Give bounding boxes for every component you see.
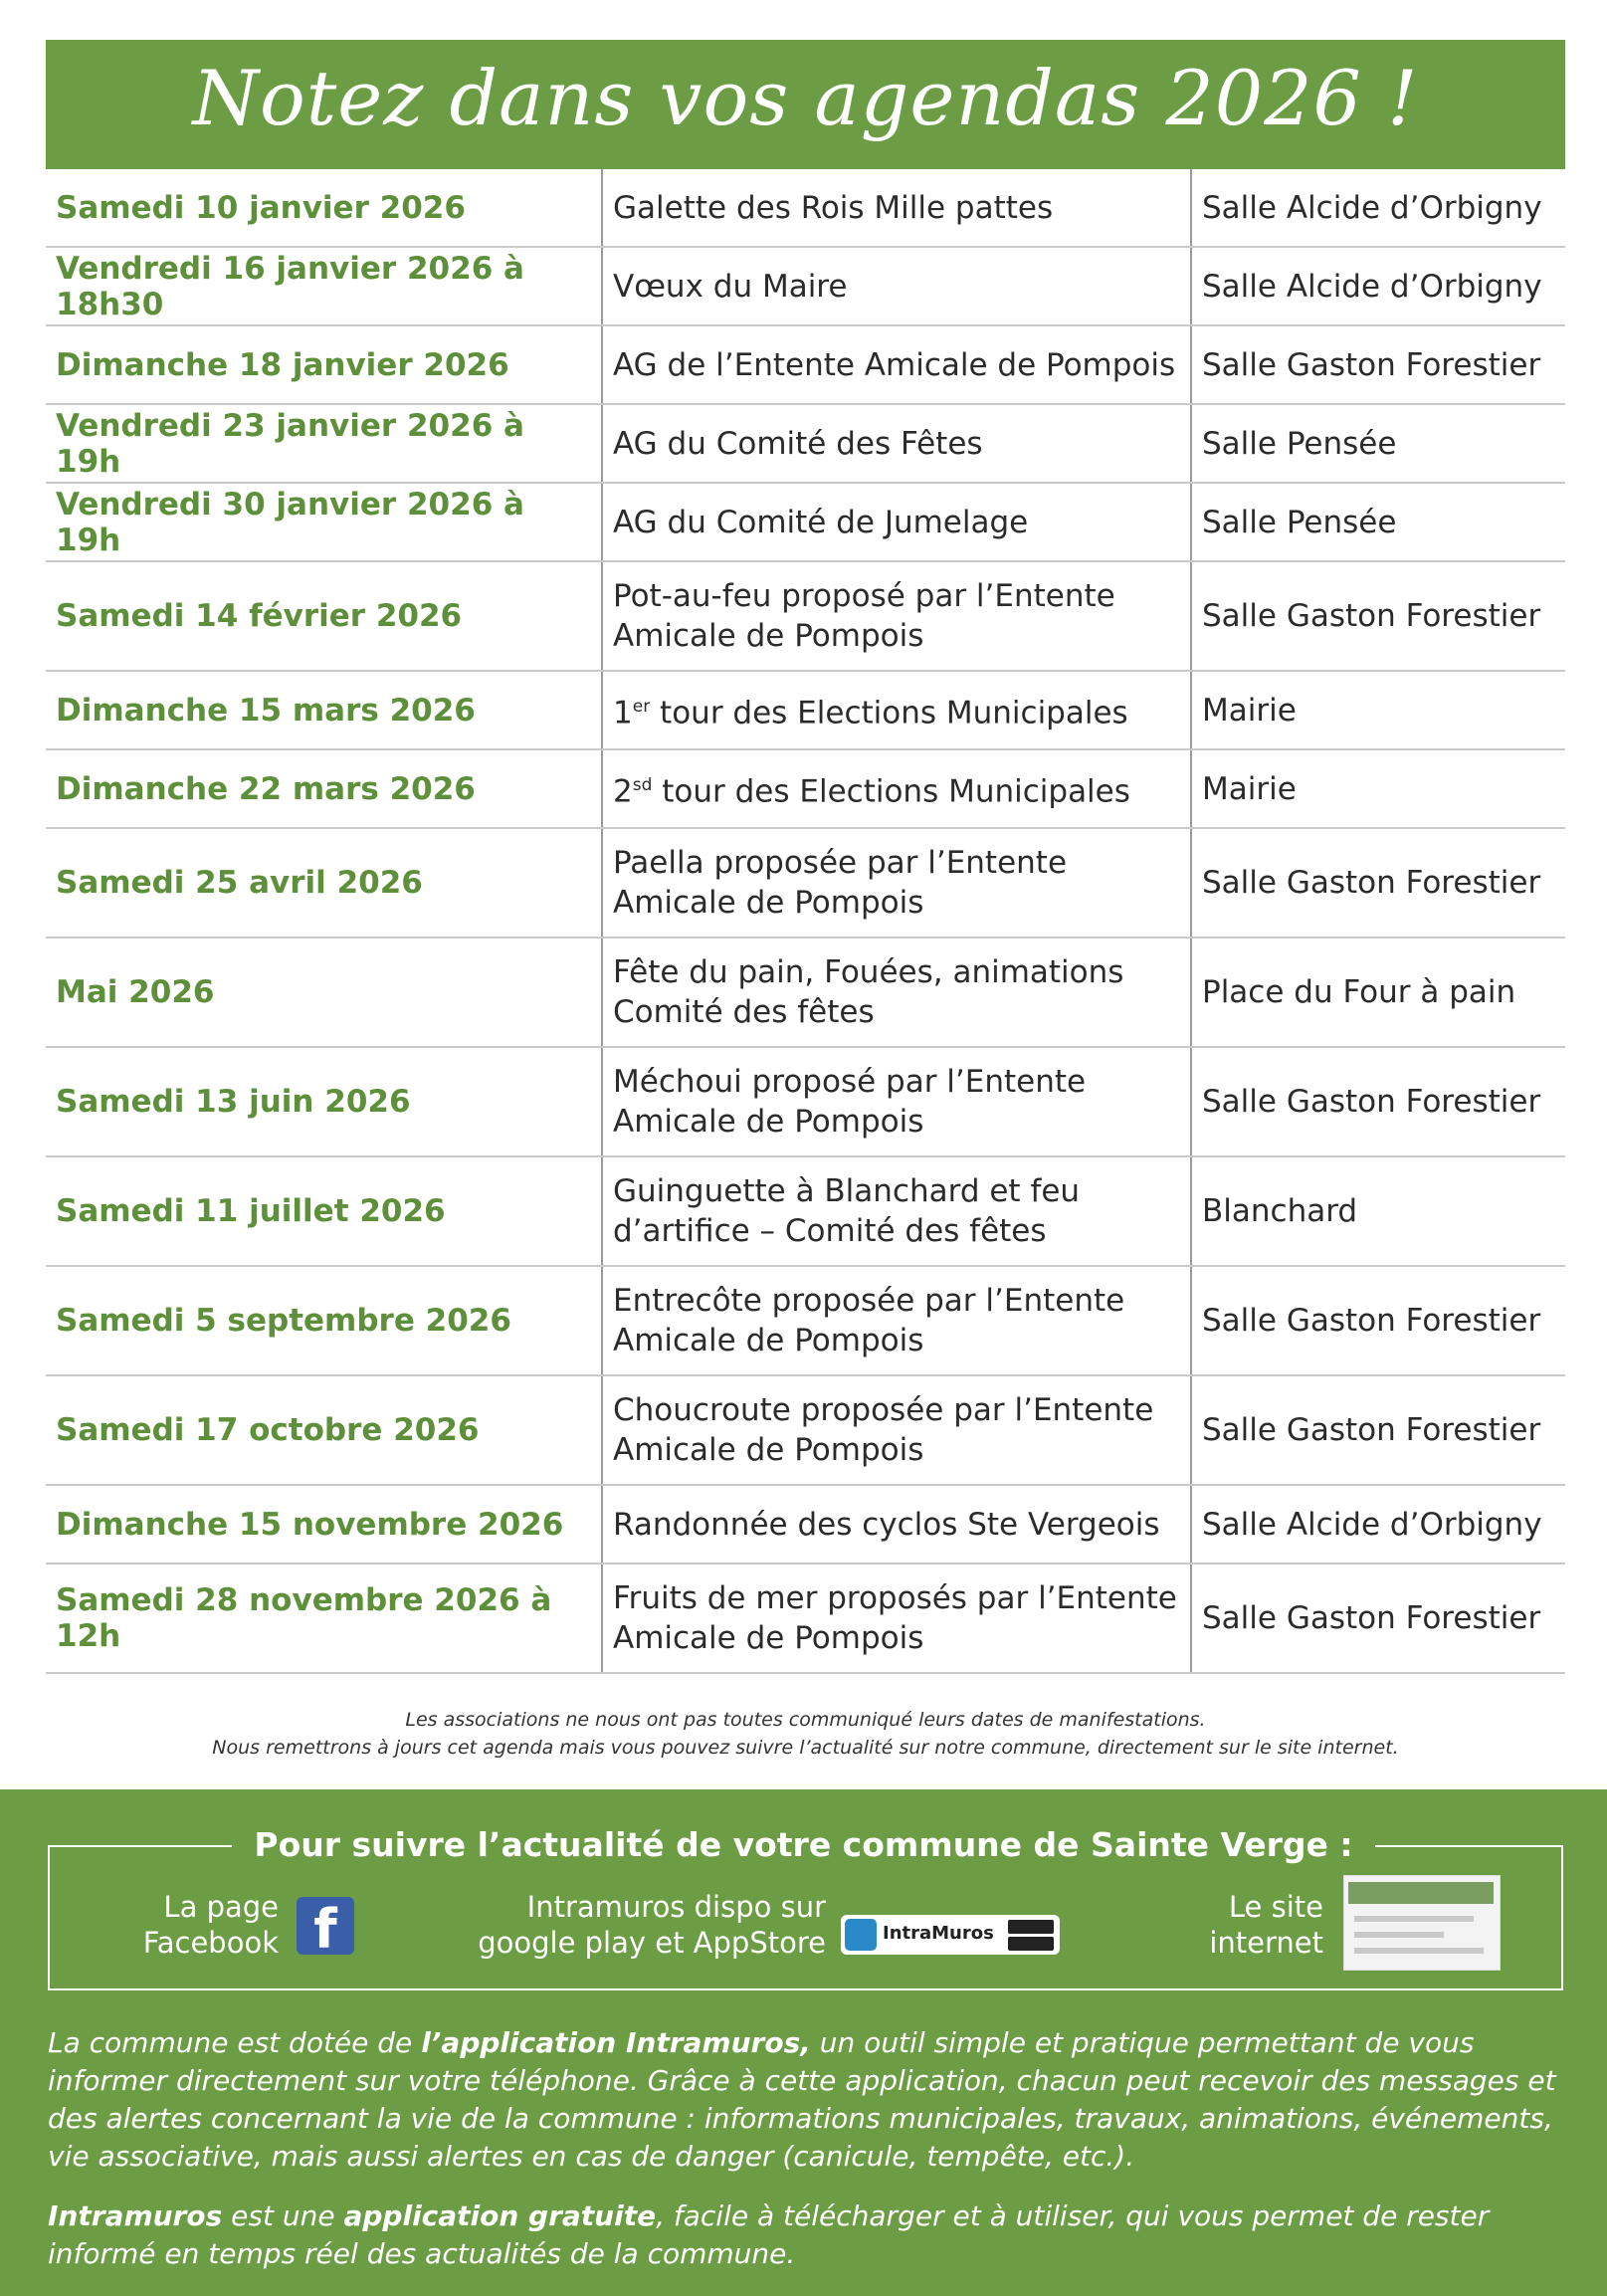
agenda-row [46,938,1565,1047]
event-date: Mai 2026 [46,938,602,1047]
event-name-line-1: Fête du pain, Fouées, animations [613,954,1124,990]
website-label-2: internet [1209,1926,1323,1960]
event-name-line-1: Choucroute proposée par l’Entente [613,1392,1154,1428]
event-name [602,938,1191,1047]
intramuros-badge-label: IntraMuros [883,1923,994,1944]
event-name-line-1: Guinguette à Blanchard et feu [613,1173,1081,1209]
event-date: Samedi 11 juillet 2026 [46,1156,602,1266]
event-name-line-1: Galette des Rois Mille pattes [613,189,1054,226]
agenda-row [46,1047,1565,1156]
event-name-line-2: Amicale de Pompois [613,1323,924,1358]
facebook-label-1: La page [163,1890,279,1924]
event-place: Salle Gaston Forestier [1191,1564,1565,1673]
event-name-line-1: AG du Comité des Fêtes [613,425,983,462]
event-date: Dimanche 15 novembre 2026 [46,1485,602,1564]
event-name-line-2: Amicale de Pompois [613,1620,924,1656]
intramuros-info [468,1889,826,1961]
event-name [602,1564,1191,1673]
event-date: Samedi 10 janvier 2026 [46,169,602,247]
note-line-1: Les associations ne nous ont pas toutes communiqué leurs dates de manifestations. [405,1709,1206,1731]
event-name [602,325,1191,404]
event-place: Salle Gaston Forestier [1191,828,1565,938]
note-line-2: Nous remettrons à jours cet agenda mais vous pouvez suivre l’actualité sur notre commune, directement sur le site internet. [212,1737,1399,1759]
event-date: Vendredi 23 janvier 2026 à 19h [46,404,602,483]
event-date: Samedi 25 avril 2026 [46,828,602,938]
event-name-line-2: Amicale de Pompois [613,1432,924,1468]
agenda-row [46,1375,1565,1485]
event-name [602,561,1191,671]
page-title: Notez dans vos agendas 2026 ! [192,54,1419,142]
website-label-1: Le site [1228,1890,1323,1924]
thumb-line [1354,1948,1484,1954]
event-name [602,828,1191,938]
event-name [602,1266,1191,1375]
website-link[interactable] [1174,1889,1323,1961]
event-ordinal-suffix: sd [632,775,653,796]
event-name-line-1: Pot-au-feu proposé par l’Entente [613,578,1115,614]
facebook-link[interactable] [139,1889,279,1961]
event-date: Dimanche 22 mars 2026 [46,749,602,828]
agenda-row [46,483,1565,561]
event-name [602,1485,1191,1564]
event-date: Vendredi 16 janvier 2026 à 18h30 [46,247,602,325]
event-name [602,749,1191,828]
event-place: Salle Gaston Forestier [1191,561,1565,671]
intramuros-badge[interactable] [841,1915,1060,1955]
event-place: Salle Gaston Forestier [1191,1266,1565,1375]
event-place: Salle Gaston Forestier [1191,1375,1565,1485]
event-name [602,247,1191,325]
agenda-row [46,749,1565,828]
event-date: Samedi 5 septembre 2026 [46,1266,602,1375]
website-thumbnail[interactable] [1343,1875,1501,1971]
event-name-line-1: Randonnée des cyclos Ste Vergeois [613,1506,1160,1543]
event-place: Blanchard [1191,1156,1565,1266]
event-name-line-2: Amicale de Pompois [613,885,924,921]
event-place: Salle Alcide d’Orbigny [1191,169,1565,247]
event-place: Salle Alcide d’Orbigny [1191,1485,1565,1564]
facebook-icon[interactable]: f [297,1897,354,1955]
title-band [46,40,1565,169]
event-date: Dimanche 15 mars 2026 [46,671,602,749]
event-name-line-1: Fruits de mer proposés par l’Entente [613,1580,1177,1616]
event-name-line-1: Paella proposée par l’Entente [613,845,1068,881]
event-place: Mairie [1191,749,1565,828]
agenda-row [46,404,1565,483]
intramuros-label-2: google play et AppStore [478,1926,826,1960]
follow-title: Pour suivre l’actualité de votre commune de Sainte Verge : [0,1825,1607,1864]
event-place: Salle Pensée [1191,483,1565,561]
event-ordinal: 2 [613,773,633,810]
intramuros-logo-icon [845,1919,877,1951]
facebook-label-2: Facebook [142,1926,279,1960]
event-place: Mairie [1191,671,1565,749]
agenda-row [46,561,1565,671]
agenda-row [46,325,1565,404]
event-name-line-2: Comité des fêtes [613,994,875,1030]
agenda-row [46,1564,1565,1673]
agenda-row [46,169,1565,247]
agenda-row [46,1266,1565,1375]
intramuros-label-1: Intramuros dispo sur [526,1890,826,1924]
agenda-row [46,671,1565,749]
agenda-row [46,1485,1565,1564]
event-date: Vendredi 30 janvier 2026 à 19h [46,483,602,561]
event-ordinal-suffix: er [632,697,651,718]
event-name [602,1047,1191,1156]
intramuros-paragraph: La commune est dotée de l’application Intramuros, un outil simple et pratique permettant de vous informer directement sur votre téléphone. Grâce à cette application, chacun peut recevoir des messages et des alertes concernant la vie de la commune : informations municipales, travaux, animations, événements, vie associative, mais aussi alertes en cas de danger (canicule, tempête, etc.). [48,2026,1556,2173]
event-name [602,671,1191,749]
event-name-text: tour des Elections Municipales [662,773,1130,810]
event-place: Salle Gaston Forestier [1191,325,1565,404]
thumb-line [1354,1916,1474,1922]
event-date: Samedi 14 février 2026 [46,561,602,671]
thumb-line [1354,1932,1444,1938]
event-date: Dimanche 18 janvier 2026 [46,325,602,404]
event-name [602,169,1191,247]
event-place: Place du Four à pain [1191,938,1565,1047]
event-name [602,1156,1191,1266]
event-date: Samedi 17 octobre 2026 [46,1375,602,1485]
event-name-line-1: AG du Comité de Jumelage [613,504,1029,540]
event-name-line-2: Amicale de Pompois [613,618,924,654]
event-name-line-1: Entrecôte proposée par l’Entente [613,1283,1125,1319]
event-name-line-1: Vœux du Maire [613,268,848,305]
agenda-row [46,828,1565,938]
event-date: Samedi 28 novembre 2026 à 12h [46,1564,602,1673]
event-name [602,404,1191,483]
event-name [602,1375,1191,1485]
event-place: Salle Alcide d’Orbigny [1191,247,1565,325]
agenda-row [46,1156,1565,1266]
event-name-line-2: Amicale de Pompois [613,1104,924,1140]
app-store-icon [1008,1937,1054,1951]
intramuros-free-paragraph: Intramuros est une application gratuite, facile à télécharger et à utiliser, qui vous permet de rester informé en temps réel des actualités de la commune. [48,2199,1490,2270]
event-name-text: tour des Elections Municipales [660,695,1128,731]
event-name-line-1: AG de l’Entente Amicale de Pompois [613,346,1176,383]
event-ordinal: 1 [613,695,633,731]
footer-panel [0,1789,1607,2296]
event-place: Salle Pensée [1191,404,1565,483]
agenda-table [46,169,1565,1674]
event-date: Samedi 13 juin 2026 [46,1047,602,1156]
event-name-line-2: d’artifice – Comité des fêtes [613,1213,1047,1249]
event-name-line-1: Méchoui proposé par l’Entente [613,1064,1087,1100]
event-name [602,483,1191,561]
google-play-icon [1008,1920,1054,1934]
agenda-row [46,247,1565,325]
event-place: Salle Gaston Forestier [1191,1047,1565,1156]
website-thumbnail-banner [1348,1882,1494,1904]
